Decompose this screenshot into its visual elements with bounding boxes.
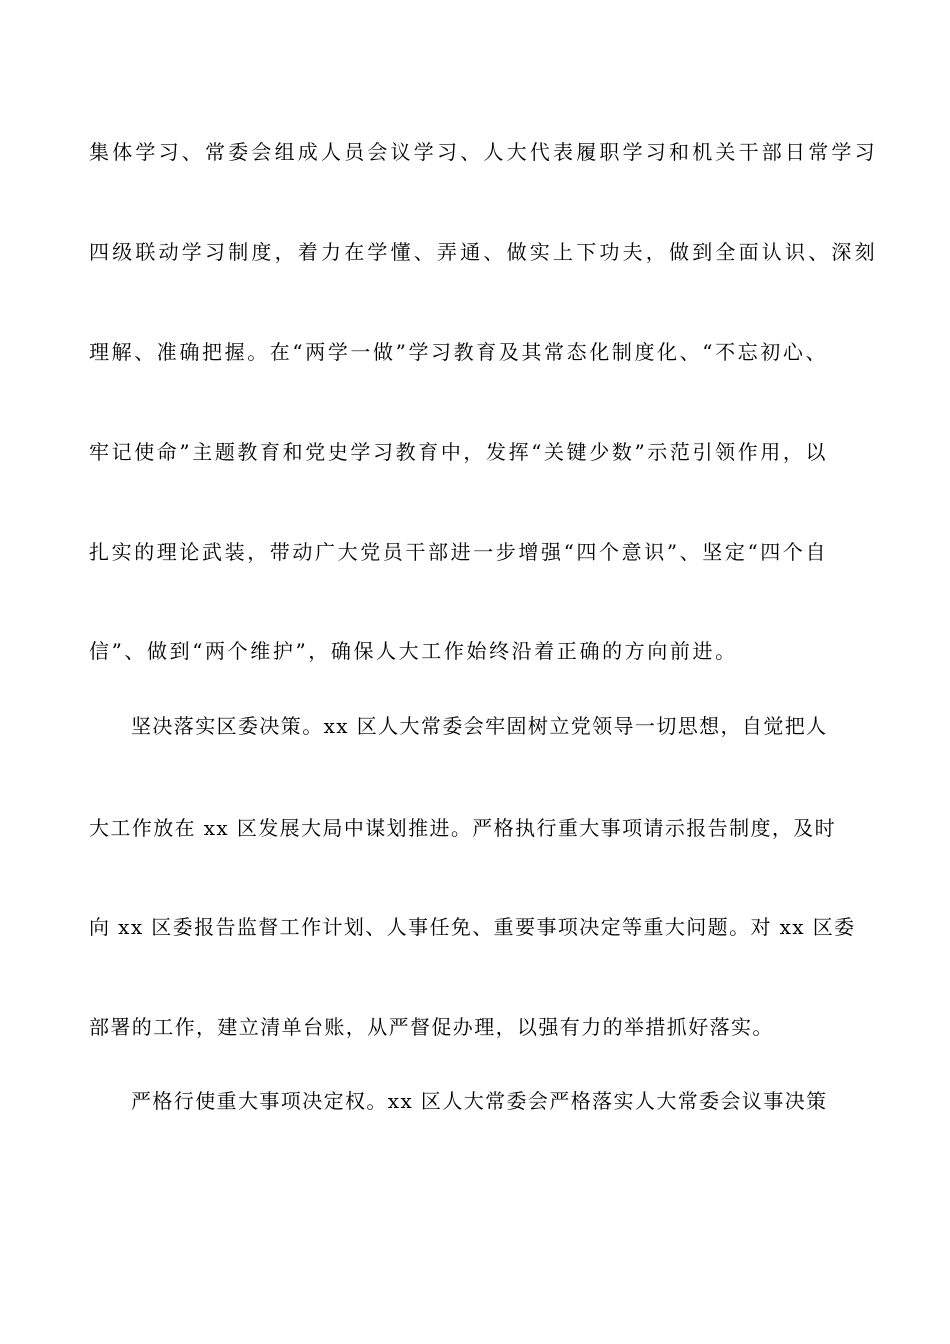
text-line: 理解、准确把握。在“两学一做”学习教育及其常态化制度化、“不忘初心、: [89, 340, 829, 364]
text-line: 部署的工作，建立清单台账，从严督促办理，以强有力的举措抓好落实。: [89, 1015, 774, 1039]
paragraph-start: 坚决落实区委决策。xx 区人大常委会牢固树立党领导一切思想，自觉把人: [131, 714, 828, 738]
text-line: 扎实的理论武装，带动广大党员干部进一步增强“四个意识”、坚定“四个自: [89, 540, 829, 564]
paragraph-start: 严格行使重大事项决定权。xx 区人大常委会严格落实人大常委会议事决策: [131, 1089, 828, 1113]
text-line: 四级联动学习制度，着力在学懂、弄通、做实上下功夫，做到全面认识、深刻: [89, 240, 878, 264]
text-line: 向 xx 区委报告监督工作计划、人事任免、重要事项决定等重大问题。对 xx 区委: [89, 915, 856, 939]
text-line: 大工作放在 xx 区发展大局中谋划推进。严格执行重大事项请示报告制度，及时: [89, 816, 837, 840]
text-line: 集体学习、常委会组成人员会议学习、人大代表履职学习和机关干部日常学习: [89, 140, 878, 164]
text-line: 牢记使命”主题教育和党史学习教育中，发挥“关键少数”示范引领作用，以: [89, 440, 829, 464]
text-line: 信”、做到“两个维护”，确保人大工作始终沿着正确的方向前进。: [89, 639, 738, 663]
